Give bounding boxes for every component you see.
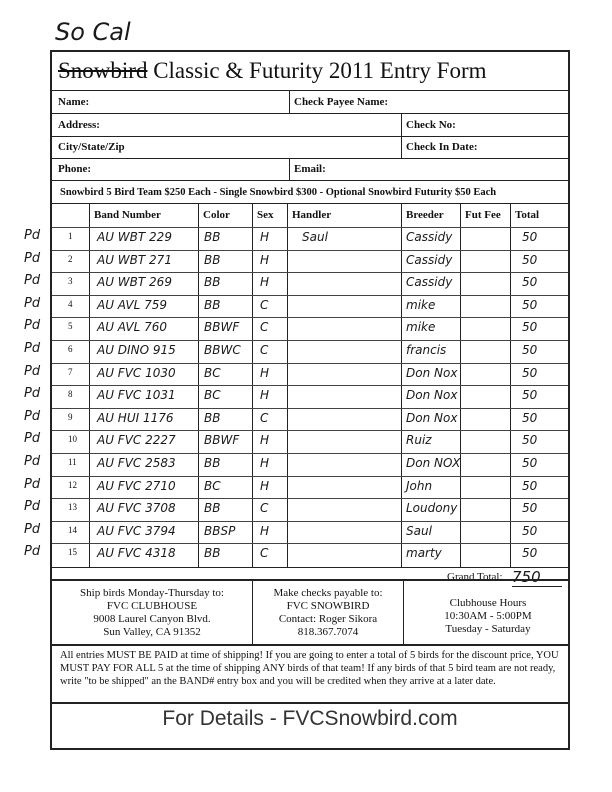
total-cell: 50 (522, 230, 538, 244)
table-row (24, 227, 568, 250)
check-no-label: Check No: (406, 119, 456, 131)
breeder-cell: Loudony (406, 501, 458, 516)
row-number: 14 (68, 524, 77, 535)
total-cell: 50 (522, 388, 538, 403)
color-cell: BBWF (204, 433, 240, 448)
checks-line-4: 818.367.7074 (297, 626, 359, 638)
breeder-cell: Cassidy (406, 252, 453, 267)
breeder-cell: Don Nox (406, 410, 458, 425)
band-header: Band Number (94, 209, 161, 221)
paid-mark: Pd (24, 228, 41, 243)
breeder-cell: Ruiz (406, 433, 432, 448)
sex-cell: H (260, 230, 270, 244)
color-cell: BC (204, 388, 221, 403)
entry-form (24, 50, 570, 750)
table-row (24, 317, 568, 340)
total-cell: 50 (522, 343, 538, 357)
color-cell: BC (204, 478, 221, 493)
sex-cell: H (260, 365, 270, 380)
row-number: 15 (68, 547, 77, 558)
paid-mark: Pd (24, 544, 41, 560)
color-cell: BBSP (204, 523, 236, 538)
total-cell: 50 (522, 456, 538, 470)
row-number: 13 (68, 502, 77, 513)
sex-cell: C (260, 297, 269, 312)
breeder-cell: mike (406, 297, 436, 312)
color-cell: BB (204, 410, 221, 425)
title-struck-word: Snowbird (58, 58, 148, 83)
color-cell: BB (204, 230, 221, 244)
row-number: 10 (68, 434, 77, 445)
fut-fee-header: Fut Fee (465, 209, 501, 221)
name-label: Name: (58, 96, 90, 108)
checks-line-2: FVC SNOWBIRD (286, 600, 370, 612)
total-cell: 50 (522, 320, 538, 335)
total-cell: 50 (522, 523, 538, 538)
total-cell: 50 (522, 501, 538, 516)
form-title (58, 58, 487, 84)
city-label: City/State/Zip (58, 141, 125, 153)
breeder-cell: mike (406, 320, 436, 335)
total-cell: 50 (522, 365, 538, 380)
sex-cell: H (260, 478, 270, 493)
row-number: 2 (68, 253, 73, 264)
row-number: 6 (68, 344, 73, 354)
row-number: 7 (68, 366, 73, 377)
paid-mark: Pd (24, 295, 41, 311)
table-row (24, 363, 568, 386)
handler-header: Handler (292, 209, 332, 221)
grand-total-label: Grand Total: (447, 571, 503, 583)
table-row (24, 340, 568, 363)
handwritten-region-tag: So Cal (55, 18, 131, 46)
sex-cell: C (260, 343, 269, 357)
band-cell: AU AVL 759 (97, 297, 168, 312)
row-number: 5 (68, 321, 73, 332)
table-row (24, 521, 568, 544)
ship-line-1: Ship birds Monday-Thursday to: (80, 587, 224, 599)
sex-cell: H (260, 275, 270, 290)
table-row (24, 430, 568, 453)
table-row (24, 295, 568, 318)
band-cell: AU DINO 915 (97, 343, 176, 357)
total-header: Total (515, 209, 540, 221)
sex-cell: H (260, 523, 270, 538)
ship-line-3: 9008 Laurel Canyon Blvd. (93, 613, 211, 625)
band-cell: AU WBT 271 (97, 252, 172, 267)
paid-mark: Pd (24, 431, 41, 447)
handler-cell: Saul (302, 230, 328, 244)
row-number: 12 (68, 479, 77, 490)
total-cell: 50 (522, 252, 538, 267)
footer-details: For Details - FVCSnowbird.com (162, 707, 458, 730)
hours-line-3: Tuesday - Saturday (445, 623, 531, 635)
band-cell: AU FVC 1031 (97, 388, 176, 403)
breeder-header: Breeder (406, 209, 444, 221)
total-cell: 50 (522, 433, 538, 448)
checks-line-3: Contact: Roger Sikora (278, 613, 378, 625)
band-cell: AU AVL 760 (97, 320, 168, 335)
table-row (24, 272, 568, 295)
band-cell: AU FVC 4318 (97, 546, 176, 561)
shipping-info (57, 587, 247, 639)
checks-info (257, 587, 399, 639)
phone-label: Phone: (58, 163, 91, 175)
breeder-cell: Cassidy (406, 230, 453, 244)
breeder-cell: Cassidy (406, 275, 453, 290)
sex-cell: C (260, 320, 269, 335)
title-text: Classic & Futurity 2011 Entry Form (147, 58, 487, 83)
payment-note: All entries MUST BE PAID at time of shipping! If you are going to enter a total of 5 birds for the discount price, YOU MUST PAY FOR ALL 5 at the time of shipping ANY birds of that team! If any birds of that 5 bird team are not ready, write "to be shipped" an the BAND# entry box and you will be credited when they arrive at a later date. (60, 650, 559, 687)
table-row (24, 408, 568, 431)
row-number: 8 (68, 389, 73, 400)
table-row (24, 250, 568, 273)
paid-mark: Pd (24, 341, 41, 356)
sex-cell: C (260, 546, 269, 561)
check-in-date-label: Check In Date: (406, 141, 478, 153)
band-cell: AU FVC 2583 (97, 456, 176, 470)
band-cell: AU WBT 269 (97, 275, 172, 290)
paid-mark: Pd (24, 408, 41, 424)
breeder-cell: Don Nox (406, 388, 458, 403)
band-cell: AU WBT 229 (97, 230, 172, 244)
table-row (24, 385, 568, 408)
color-cell: BBWF (204, 320, 240, 335)
color-cell: BB (204, 501, 221, 516)
color-cell: BB (204, 297, 221, 312)
row-number: 3 (68, 276, 73, 287)
hours-info (408, 597, 568, 636)
paid-mark: Pd (24, 454, 41, 469)
breeder-cell: marty (406, 546, 442, 561)
paid-mark: Pd (24, 318, 41, 334)
color-cell: BC (204, 365, 221, 380)
sex-cell: C (260, 501, 269, 516)
check-payee-label: Check Payee Name: (294, 96, 389, 108)
paid-mark: Pd (24, 363, 41, 379)
paid-mark: Pd (24, 521, 41, 537)
breeder-cell: Saul (406, 523, 432, 538)
sex-header: Sex (257, 209, 274, 221)
sex-cell: C (260, 410, 269, 425)
ship-line-4: Sun Valley, CA 91352 (103, 626, 201, 638)
band-cell: AU HUI 1176 (97, 410, 174, 425)
color-header: Color (203, 209, 230, 221)
sex-cell: H (260, 433, 270, 448)
total-cell: 50 (522, 410, 538, 425)
paid-mark: Pd (24, 386, 41, 402)
table-row (24, 498, 568, 521)
band-cell: AU FVC 1030 (97, 365, 176, 380)
total-cell: 50 (522, 297, 538, 312)
color-cell: BB (204, 546, 221, 561)
sex-cell: H (260, 252, 270, 267)
sex-cell: H (260, 456, 270, 470)
hours-line-2: 10:30AM - 5:00PM (444, 610, 532, 622)
paid-mark: Pd (24, 273, 41, 289)
row-number: 1 (68, 231, 73, 241)
color-cell: BB (204, 252, 221, 267)
paid-mark: Pd (24, 499, 41, 515)
paid-mark: Pd (24, 476, 41, 492)
band-cell: AU FVC 2227 (97, 433, 176, 448)
grand-total-value: 750 (512, 568, 562, 587)
table-row (24, 453, 568, 476)
breeder-cell: John (406, 478, 433, 493)
band-cell: AU FVC 3708 (97, 501, 176, 516)
color-cell: BB (204, 275, 221, 290)
band-cell: AU FVC 3794 (97, 523, 176, 538)
row-number: 11 (68, 457, 77, 467)
sex-cell: H (260, 388, 270, 403)
ship-line-2: FVC CLUBHOUSE (106, 600, 198, 612)
breeder-cell: Don NOX (406, 456, 461, 470)
address-label: Address: (58, 119, 100, 131)
row-number: 9 (68, 411, 73, 422)
table-row (24, 543, 568, 566)
row-number: 4 (68, 298, 73, 309)
checks-line-1: Make checks payable to: (273, 587, 383, 599)
total-cell: 50 (522, 275, 538, 290)
breeder-cell: Don Nox (406, 365, 458, 380)
breeder-cell: francis (406, 343, 447, 357)
table-row (24, 476, 568, 499)
total-cell: 50 (522, 478, 538, 493)
color-cell: BB (204, 456, 221, 470)
total-cell: 50 (522, 546, 538, 561)
hours-line-1: Clubhouse Hours (449, 597, 527, 609)
color-cell: BBWC (204, 343, 241, 357)
paid-mark: Pd (24, 250, 41, 266)
band-cell: AU FVC 2710 (97, 478, 176, 493)
email-label: Email: (294, 163, 326, 175)
pricing-line: Snowbird 5 Bird Team $250 Each - Single Snowbird $300 - Optional Snowbird Futurity $50 Each (60, 187, 497, 198)
